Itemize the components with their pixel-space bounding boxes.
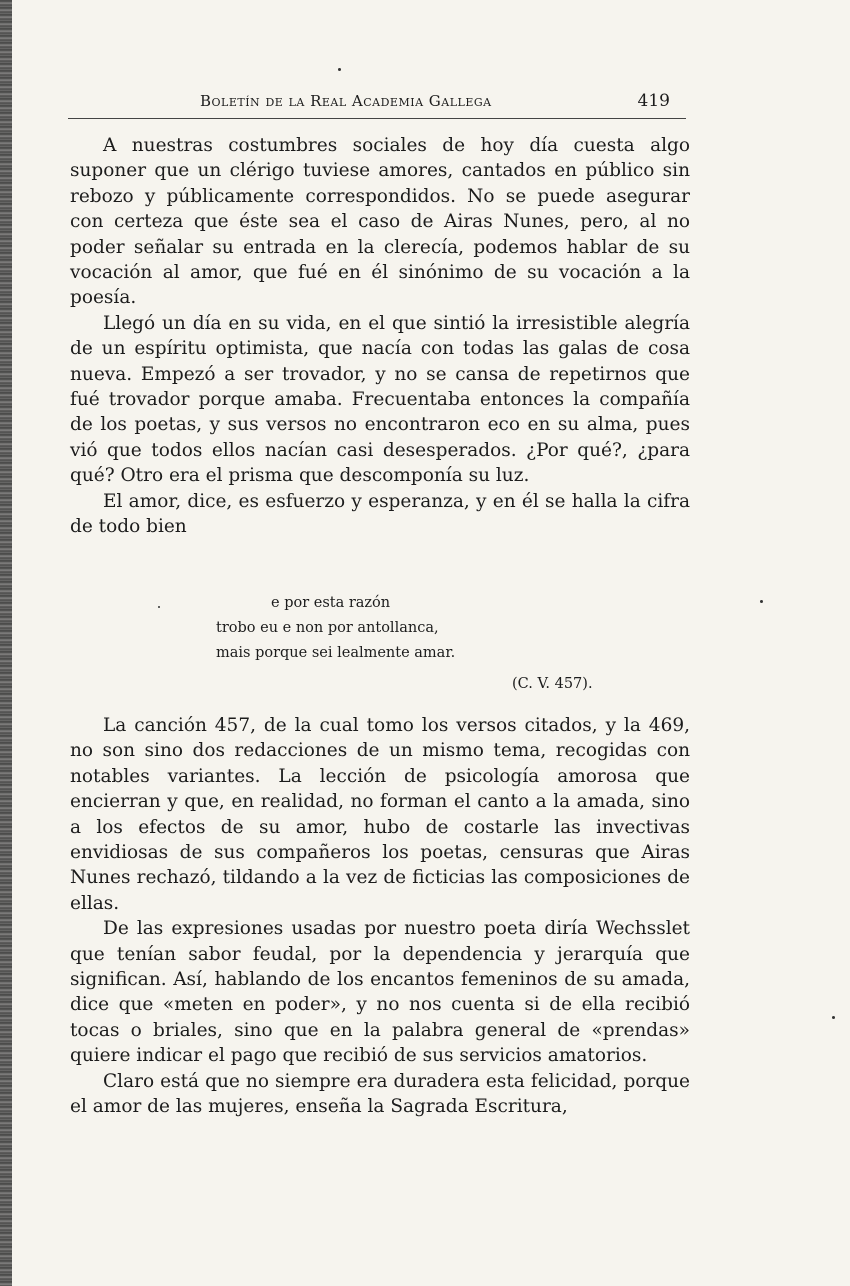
running-header xyxy=(68,88,686,119)
body-text-upper xyxy=(70,133,690,540)
scan-speck xyxy=(760,600,763,603)
paragraph: La canción 457, de la cual tomo los versos citados, y la 469, no son sino dos redacciones de un mismo tema, recogidas con notables variantes. La lección de psicología amorosa que encierran y que, en realidad, no forman el canto a la amada, sino a los efectos de su amor, hubo de costarle las invectivas envidiosas de sus compañeros los poetas, censuras que Airas Nunes rechazó, tildando a la vez de ficticias las composiciones de ellas. xyxy=(70,715,690,914)
paragraph: El amor, dice, es esfuerzo y esperanza, y en él se halla la cifra de todo bien xyxy=(70,490,690,538)
journal-title: Boletín de la Real Academia Gallega xyxy=(200,92,492,110)
verse-quotation xyxy=(216,591,455,666)
paragraph: Claro está que no siempre era duradera esta felicidad, porque el amor de las mujeres, enseña la Sagrada Escritura, xyxy=(70,1070,690,1118)
scan-speck xyxy=(832,1016,835,1019)
verse-line: trobo eu e non por antollanca, xyxy=(216,620,439,636)
paragraph: Llegó un día en su vida, en el que sintió la irresistible alegría de un espíritu optimista, que nacía con todas las galas de cosa nueva. Empezó a ser trovador, y no se cansa de repetirnos que fué trovador porque amaba. Frecuentaba entonces la compañía de los poetas, y sus versos no encontraron eco en su alma, pues vió que todos ellos nacían casi desesperados. ¿Por qué?, ¿para qué? Otro era el prisma que descomponía su luz. xyxy=(70,312,690,487)
verse-citation: (C. V. 457). xyxy=(512,676,593,692)
scan-speck xyxy=(158,606,160,608)
verse-line: mais porque sei lealmente amar. xyxy=(216,645,456,661)
verse-line: e por esta razón xyxy=(271,595,391,611)
body-text-lower xyxy=(70,713,690,1120)
paragraph: De las expresiones usadas por nuestro poeta diría Wechsslet que tenían sabor feudal, por la dependencia y jerarquía que significan. Así, hablando de los encantos femeninos de su amada, dice que «meten en poder», y no nos cuenta si de ella recibió tocas o briales, sino que en la palabra general de «prendas» quiere indicar el pago que recibió de sus servicios amatorios. xyxy=(70,918,690,1067)
scan-speck xyxy=(338,68,341,71)
page-number: 419 xyxy=(637,91,670,111)
paragraph: A nuestras costumbres sociales de hoy día cuesta algo suponer que un clérigo tuviese amores, cantados en público sin rebozo y públicamente correspondidos. No se puede asegurar con certeza que éste sea el caso de Airas Nunes, pero, al no poder señalar su entrada en la clerecía, podemos hablar de su vocación al amor, que fué en él sinónimo de su vocación a la poesía. xyxy=(70,135,690,309)
book-binding-edge xyxy=(0,0,12,1286)
